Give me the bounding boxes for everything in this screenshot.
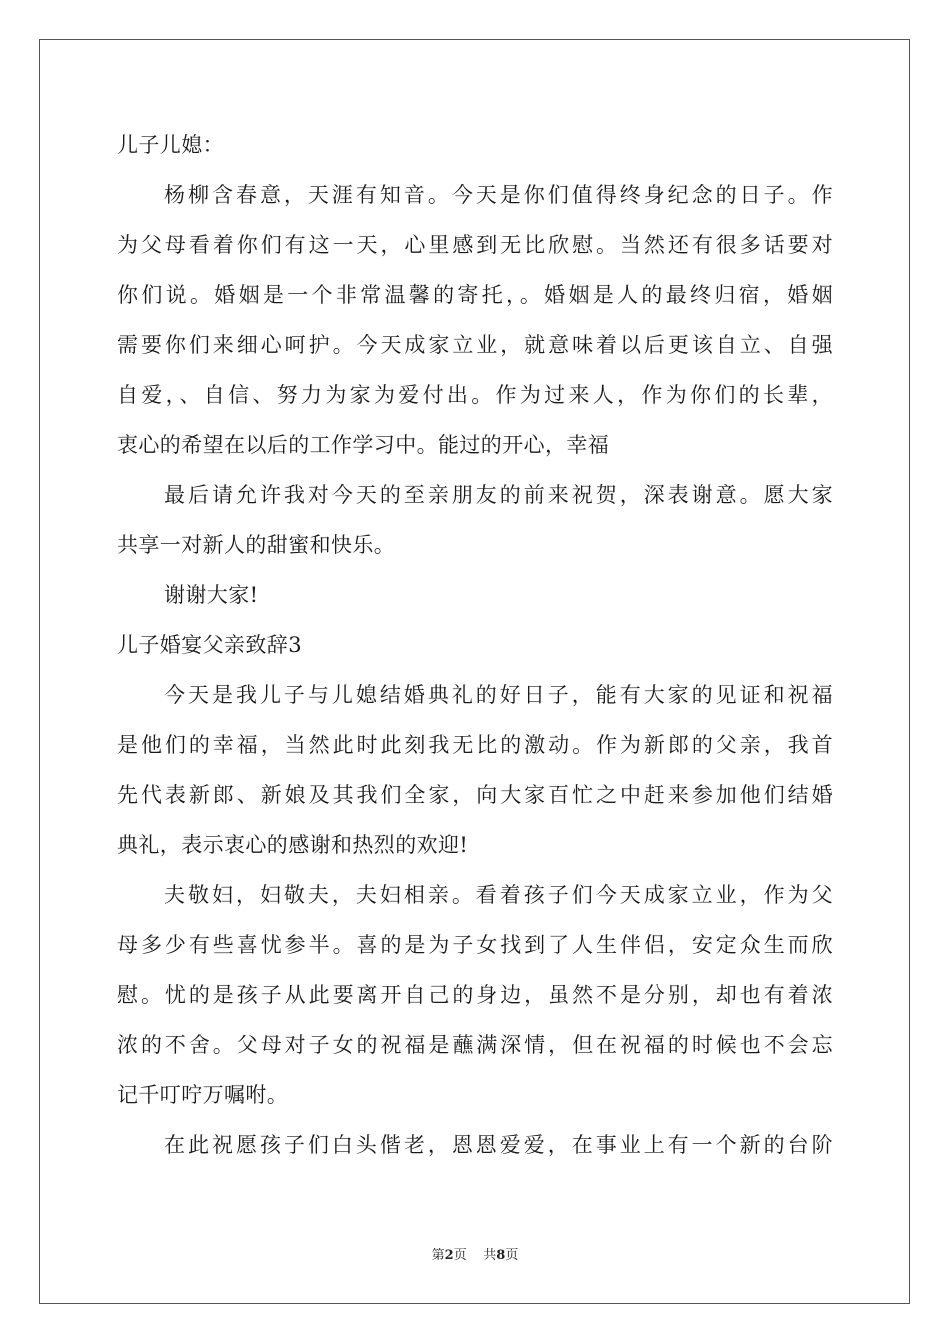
paragraph-line: 慰。忧的是孩子从此要离开自己的身边，虽然不是分别，却也有着浓 (117, 983, 833, 1007)
salutation: 儿子儿媳： (117, 133, 224, 157)
total-prefix: 共 (483, 1248, 497, 1263)
total-pages: 8 (496, 1248, 506, 1263)
total-suffix: 页 (505, 1248, 519, 1263)
page-prefix: 第 (431, 1248, 445, 1263)
paragraph-line: 最后请允许我对今天的至亲朋友的前来祝贺，深表谢意。愿大家 (164, 483, 833, 507)
paragraph-line: 杨柳含春意，天涯有知音。今天是你们值得终身纪念的日子。作 (164, 183, 833, 207)
paragraph-line: 为父母看着你们有这一天，心里感到无比欣慰。当然还有很多话要对 (117, 233, 833, 257)
section-title: 儿子婚宴父亲致辞3 (117, 633, 302, 657)
paragraph-line: 母多少有些喜忧参半。喜的是为子女找到了人生伴侣，安定众生而欣 (117, 933, 833, 957)
paragraph-line: 浓的不舍。父母对子女的祝福是蘸满深情，但在祝福的时候也不会忘 (117, 1033, 833, 1057)
paragraph-line: 是他们的幸福，当然此时此刻我无比的激动。作为新郎的父亲，我首 (117, 733, 833, 757)
paragraph-line: 自爱，、自信、努力为家为爱付出。作为过来人，作为你们的长辈， (117, 383, 833, 407)
paragraph-line: 需要你们来细心呵护。今天成家立业，就意味着以后更该自立、自强 (117, 333, 833, 357)
paragraph-line: 共享一对新人的甜蜜和快乐。 (117, 533, 396, 557)
paragraph-line: 记千叮咛万嘱咐。 (117, 1083, 289, 1107)
paragraph-line: 典礼，表示衷心的感谢和热烈的欢迎! (117, 833, 469, 857)
paragraph-line: 夫敬妇，妇敬夫，夫妇相亲。看着孩子们今天成家立业，作为父 (164, 883, 833, 907)
paragraph-line: 今天是我儿子与儿媳结婚典礼的好日子，能有大家的见证和祝福 (164, 683, 833, 707)
paragraph-line: 先代表新郎、新娘及其我们全家，向大家百忙之中赶来参加他们结婚 (117, 783, 833, 807)
document-body (117, 120, 833, 1170)
paragraph-line: 你们说。婚姻是一个非常温馨的寄托，。婚姻是人的最终归宿，婚姻 (117, 283, 833, 307)
page-suffix: 页 (453, 1248, 467, 1263)
page-number: 2 (444, 1248, 454, 1263)
page-footer (0, 1244, 950, 1263)
paragraph-line: 衷心的希望在以后的工作学习中。能过的开心，幸福 (117, 433, 610, 457)
paragraph-line: 在此祝愿孩子们白头偕老，恩恩爱爱，在事业上有一个新的台阶 (164, 1133, 833, 1157)
paragraph-line: 谢谢大家! (164, 583, 259, 607)
